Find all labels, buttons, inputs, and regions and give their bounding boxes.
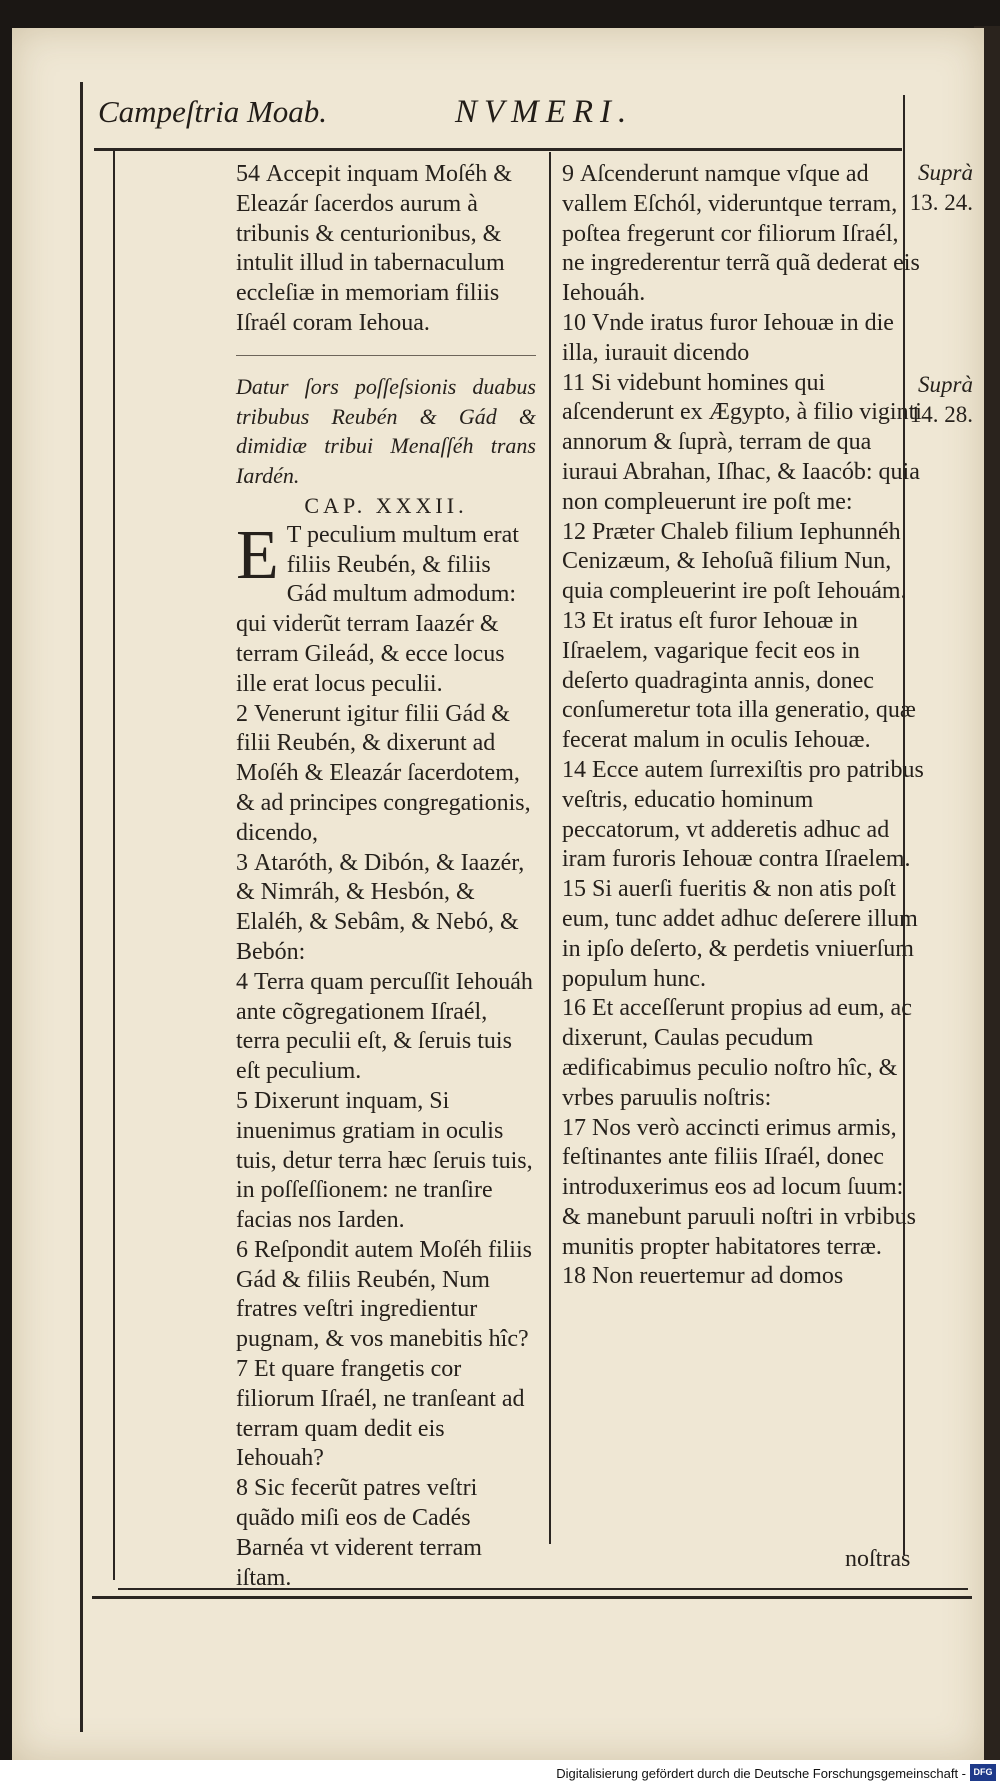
verse-17 (562, 1114, 924, 1263)
margin-note-ref: 13. 24. (909, 190, 973, 215)
verse-text: Nos verò accincti erimus armis, feſtinantes ante filiis Iſraél, donec introduxerimus eos ad locum ſuum: & manebunt paruuli noſtri in vrbibus munitis propter habitatores terræ. (562, 1114, 916, 1260)
verse-9 (562, 160, 924, 309)
section-separator (236, 355, 536, 356)
verse-text: Et acceſſerunt propius ad eum, ac dixerunt, Caulas pecudum ædificabimus peculio noſtro hîc, & vrbes paruulis noſtris: (562, 995, 912, 1111)
verse-11 (562, 369, 924, 518)
verse-number: 54 (236, 161, 260, 187)
dfg-logo: DFG (970, 1764, 996, 1781)
verse-number: 15 (562, 876, 586, 903)
verse-10 (562, 309, 924, 369)
verse-text: Ecce autem ſurrexiſtis pro patribus veſtris, educatio hominum peccatorum, vt adderetis adhuc ad iram furoris Iehouæ contra Iſraelem. (562, 756, 924, 873)
verse-number: 13 (562, 607, 586, 634)
verse-6 (236, 1236, 536, 1355)
verse-number: 17 (562, 1114, 586, 1141)
header-rule (94, 148, 902, 151)
verse-text: Si videbunt homines qui aſcenderunt ex Ægypto, à filio viginti annorum & ſuprà, terram de qua iuraui Abrahan, Iſhac, & Iaacób: quia non compleuerunt ire poſt me: (562, 369, 922, 515)
verse-number: 5 (236, 1087, 248, 1114)
margin-note-label: Suprà (918, 372, 973, 397)
verse-text: Sic fecerũt patres veſtri quãdo miſi eos de Cadés Barnéa vt viderent terram iſtam. (236, 1475, 482, 1591)
verse-text: Ataróth, & Dibón, & Iaazér, & Nimráh, & Hesbón, & Elaléh, & Sebâm, & Nebó, & Bebón: (236, 849, 525, 965)
verse-text: Si auerſi fueritis & non atis poſt eum, tunc addet adhuc deſerere illum in ipſo deſerto, & perdetis vniuerſum populum hunc. (562, 876, 918, 992)
verse-4 (236, 968, 536, 1087)
verse-number: 18 (562, 1263, 586, 1290)
margin-note-2 (905, 370, 973, 430)
verse-text: Et iratus eſt furor Iehouæ in Iſraelem, vagarique fecit eos in deſerto quadraginta annis, donec conſumeretur tota illa generatio, quæ fecerat malum in oculis Iehouæ. (562, 607, 916, 754)
verse-text: Præter Chaleb filium Iephunnéh Cenizæum, & Iehoſuã filium Nun, quia compleuerint ire poſt Iehouám. (562, 518, 907, 605)
margin-note-ref: 14. 28. (909, 402, 973, 427)
verse-number: 3 (236, 849, 248, 876)
verse-number: 12 (562, 518, 586, 545)
bottom-double-rule (92, 1596, 972, 1599)
chapter-summary: Datur ſors poſſeſsionis duabus tribubus Reubén & Gád & dimidiæ tribui Menaſſéh trans Iardén. (236, 373, 536, 489)
verse-number: 16 (562, 995, 586, 1022)
verse-number: 10 (562, 309, 586, 336)
verse-number: 14 (562, 756, 586, 783)
verse-15 (562, 875, 924, 994)
verse-text: Et quare frangetis cor filiorum Iſraél, ne tranſeant ad terram quam dedit eis Iehouah? (236, 1356, 525, 1472)
verse-14 (562, 756, 924, 875)
verse-5 (236, 1087, 536, 1236)
verse-text: Venerunt igitur filii Gád & filii Reubén, & dixerunt ad Moſéh & Eleazár ſacerdotem, & ad principes congregationis, dicendo, (236, 700, 531, 846)
drop-cap: E (236, 516, 279, 594)
verse-text: Aſcenderunt namque vſque ad vallem Eſchól, videruntque terram, poſtea fregerunt cor filiorum Iſraél, ne ingrederentur terrã quã dederat eis Iehouáh. (562, 161, 920, 307)
verse-number: 6 (236, 1236, 248, 1263)
verse-16 (562, 994, 924, 1113)
verse-2 (236, 700, 536, 849)
right-column (562, 160, 924, 1292)
running-head-left: Campeſtria Moab. (98, 94, 328, 129)
verse-text: Accepit inquam Moſéh & Eleazár ſacerdos aurum à tribunis & centurionibus, & intulit illud in tabernaculum eccleſiæ in memoriam filiis Iſraél coram Iehoua. (236, 161, 512, 336)
verse-number: 9 (562, 161, 574, 187)
verse-12 (562, 518, 924, 607)
verse-13 (562, 607, 924, 756)
verse-number: 7 (236, 1356, 248, 1383)
verse-text: Non reuertemur ad domos (592, 1263, 844, 1290)
catchword: noſtras (845, 1546, 911, 1572)
left-column (236, 160, 536, 1593)
verse-7 (236, 1355, 536, 1474)
verse-number: 2 (236, 700, 248, 727)
verse-8 (236, 1474, 536, 1593)
verse-1 (236, 516, 536, 700)
verse-number: 4 (236, 968, 248, 995)
running-head-title: NVMERI. (455, 94, 634, 130)
verse-54 (236, 160, 536, 339)
verse-18 (562, 1262, 924, 1292)
verse-text: Reſpondit autem Moſéh filiis Gád & filiis Reubén, Num fratres veſtri ingredientur pugnam, & vos manebitis hîc? (236, 1236, 532, 1353)
frame-inner-left-rule (113, 150, 115, 1580)
digitization-credit: Digitalisierung gefördert durch die Deutsche Forschungsgemeinschaft - (556, 1766, 966, 1781)
column-divider (549, 152, 551, 1544)
margin-note-1 (905, 158, 973, 218)
margin-note-label: Suprà (918, 160, 973, 185)
verse-number: 11 (562, 369, 586, 396)
verse-text: Terra quam percuſſit Iehouáh ante cõgregationem Iſraél, terra peculii eſt, & ſeruis tuis eſt peculium. (236, 968, 533, 1085)
chapter-heading: CAP. XXXII. (304, 492, 468, 518)
verse-3 (236, 849, 536, 968)
verse-text: Dixerunt inquam, Si inuenimus gratiam in oculis tuis, detur terra hæc ſeruis tuis, in poſſeſſionem: ne tranſire facias nos Iarden. (236, 1087, 533, 1234)
frame-left-rule (80, 82, 83, 1732)
verse-text: T peculium multum erat filiis Reubén, & filiis Gád multum admodum: qui viderũt terram Iaazér & terram Gileád, & ecce locus ille erat locus peculii. (236, 521, 519, 697)
verse-text: Vnde iratus furor Iehouæ in die illa, iurauit dicendo (562, 309, 894, 366)
verse-number: 8 (236, 1475, 248, 1502)
